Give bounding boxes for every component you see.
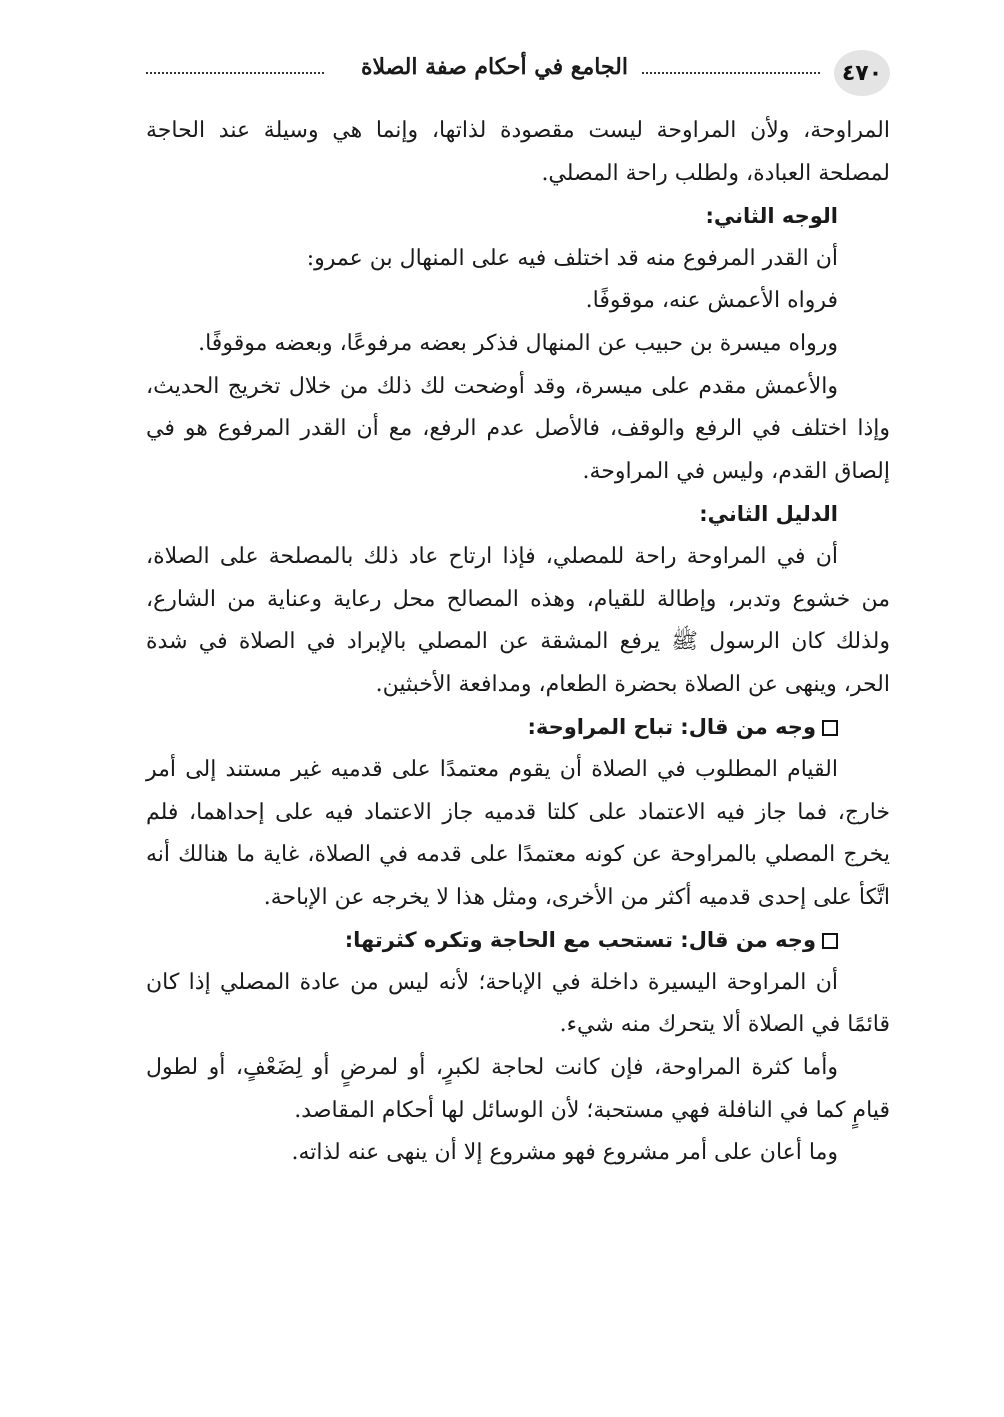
paragraph: ورواه ميسرة بن حبيب عن المنهال فذكر بعضه مرفوعًا، وبعضه موقوفًا. (198, 330, 838, 356)
paragraph: المراوحة، ولأن المراوحة ليست مقصودة لذاتها، وإنما هي وسيلة عند الحاجة لمصلحة العبادة، ولطلب راحة المصلي. (146, 118, 890, 186)
paragraph: وأما كثرة المراوحة، فإن كانت لحاجة لكبرٍ، أو لمرضٍ أو لِضَعْفٍ، أو لطول قيامٍ كما في النافلة فهي مستحبة؛ لأن الوسائل لها أحكام المقاصد. (146, 1055, 890, 1123)
boxed-heading-label: وجه من قال: تستحب مع الحاجة وتكره كثرتها: (344, 928, 816, 953)
book-title: الجامع في أحكام صفة الصلاة (360, 54, 628, 80)
boxed-heading-label: وجه من قال: تباح المراوحة: (527, 715, 816, 740)
section-heading: الوجه الثاني: (705, 204, 838, 229)
paragraph: أن في المراوحة راحة للمصلي، فإذا ارتاح عاد ذلك بالمصلحة على الصلاة، من خشوع وتدبر، وإطالة للقيام، وهذه المصالح محل رعاية وعناية من الشارع، ولذلك كان الرسول ﷺ يرفع المشقة عن المصلي بالإبراد في الصلاة في شدة الحر، وينهى عن الصلاة بحضرة الطعام، ومدافعة الأخبثين. (146, 543, 890, 697)
header-dotted-rule-left (146, 72, 324, 74)
paragraph: أن المراوحة اليسيرة داخلة في الإباحة؛ لأنه ليس من عادة المصلي إذا كان قائمًا في الصلاة ألا يتحرك منه شيء. (146, 969, 890, 1038)
boxed-heading (146, 706, 890, 749)
header-dotted-rule-right (642, 72, 820, 74)
section-heading: الدليل الثاني: (699, 502, 838, 527)
paragraph: القيام المطلوب في الصلاة أن يقوم معتمدًا على قدميه غير مستند إلى أمر خارج، فما جاز فيه الاعتماد على كلتا قدميه جاز الاعتماد فيه على إحداهما، فلم يخرج المصلي بالمراوحة عن كونه معتمدًا على قدمه في الصلاة، غاية ما هنالك أنه اتَّكأ على إحدى قدميه أكثر من الأخرى، ومثل هذا لا يخرجه عن الإباحة. (146, 756, 890, 910)
running-header (146, 42, 890, 102)
page-body (146, 110, 890, 1175)
paragraph: والأعمش مقدم على ميسرة، وقد أوضحت لك ذلك من خلال تخريج الحديث، وإذا اختلف في الرفع والوقف، فالأصل عدم الرفع، مع أن القدر المرفوع هو في إلصاق القدم، وليس في المراوحة. (146, 373, 890, 484)
checkbox-square-icon (822, 720, 838, 736)
checkbox-square-icon (822, 933, 838, 949)
boxed-heading (146, 919, 890, 962)
paragraph: وما أعان على أمر مشروع فهو مشروع إلا أن ينهى عنه لذاته. (291, 1140, 838, 1166)
page-number: ٤٧٠ (834, 50, 890, 96)
paragraph: أن القدر المرفوع منه قد اختلف فيه على المنهال بن عمرو: (306, 245, 838, 271)
paragraph: فرواه الأعمش عنه، موقوفًا. (585, 288, 838, 314)
